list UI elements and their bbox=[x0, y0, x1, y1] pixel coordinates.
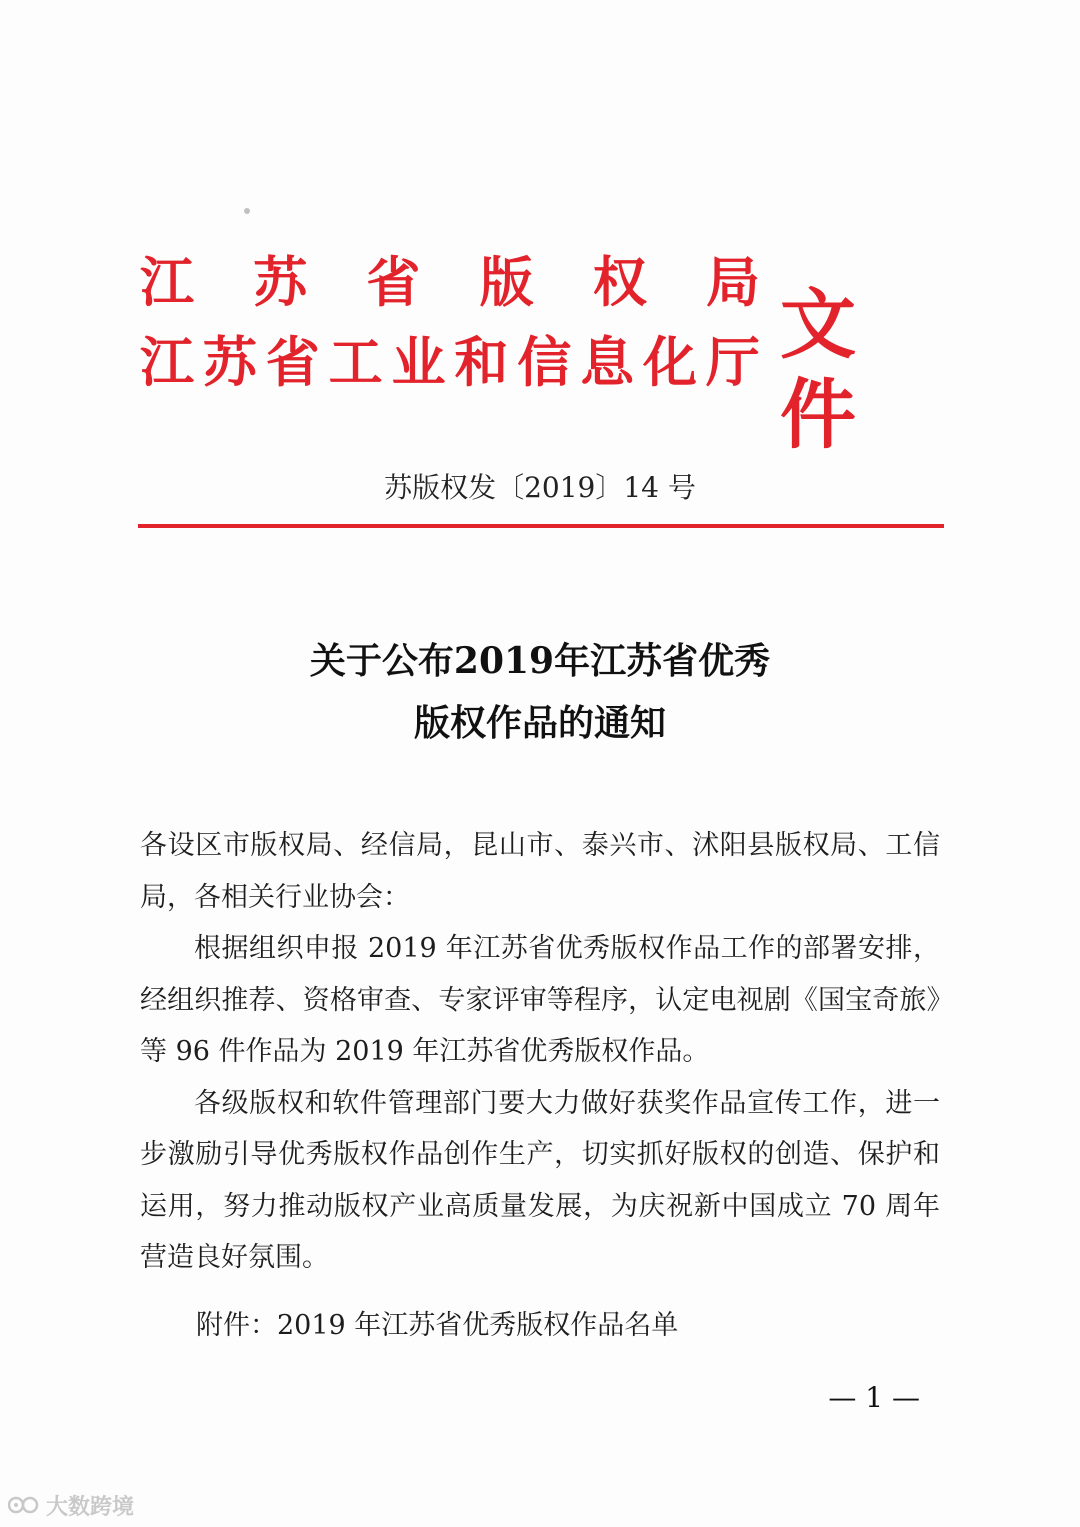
salutation: 各设区市版权局、经信局，昆山市、泰兴市、沭阳县版权局、工信局，各相关行业协会： bbox=[140, 830, 940, 913]
issuer-char: 江 bbox=[140, 331, 194, 394]
attachment-line: 附件：2019 年江苏省优秀版权作品名单 bbox=[196, 1310, 679, 1341]
scan-speck bbox=[244, 208, 250, 214]
issuer-char: 苏 bbox=[202, 331, 257, 394]
watermark-text: 大数跨境 bbox=[46, 1494, 135, 1520]
issuer-char: 苏 bbox=[253, 251, 308, 314]
issuer-line-copyright-bureau bbox=[140, 248, 760, 318]
issuer-char: 权 bbox=[592, 251, 647, 314]
notice-title-line-2: 版权作品的通知 bbox=[413, 702, 666, 744]
document-number: 苏版权发〔2019〕14 号 bbox=[384, 471, 696, 504]
issuer-char: 厅 bbox=[705, 331, 760, 394]
body-paragraph-2: 各级版权和软件管理部门要大力做好获奖作品宣传工作，进一步激励引导优秀版权作品创作生产，切实抓好版权的创造、保护和运用，努力推动版权产业高质量发展，为庆祝新中国成立 70 周年营造良好氛围。 bbox=[140, 1087, 940, 1273]
issuer-line-industry-department bbox=[140, 328, 760, 398]
issuer-char: 业 bbox=[391, 331, 446, 394]
issuer-char: 江 bbox=[140, 251, 194, 314]
notice-title-line-1: 关于公布2019年江苏省优秀 bbox=[309, 640, 771, 682]
issuer-char: 信 bbox=[517, 331, 572, 394]
notice-body bbox=[140, 820, 940, 1284]
document-type-label: 文件 bbox=[780, 280, 862, 459]
issuer-char: 化 bbox=[643, 331, 697, 394]
page-number: — 1 — bbox=[828, 1381, 920, 1414]
issuer-header bbox=[140, 240, 940, 459]
issuer-char: 局 bbox=[705, 251, 760, 314]
issuer-char: 省 bbox=[366, 251, 421, 314]
issuer-char: 版 bbox=[479, 251, 534, 314]
issuer-char: 工 bbox=[328, 331, 383, 394]
issuer-char: 省 bbox=[265, 331, 320, 394]
body-paragraph-1: 根据组织申报 2019 年江苏省优秀版权作品工作的部署安排，经组织推荐、资格审查、专家评审等程序，认定电视剧《国宝奇旅》等 96 件作品为 2019 年江苏省优秀版权作品。 bbox=[140, 933, 940, 1067]
issuer-char: 和 bbox=[454, 331, 509, 394]
red-separator-line bbox=[138, 524, 944, 528]
notice-title bbox=[0, 630, 1080, 754]
watermark-logo-icon bbox=[8, 1494, 40, 1516]
watermark bbox=[8, 1488, 134, 1522]
issuer-char: 息 bbox=[580, 331, 635, 394]
